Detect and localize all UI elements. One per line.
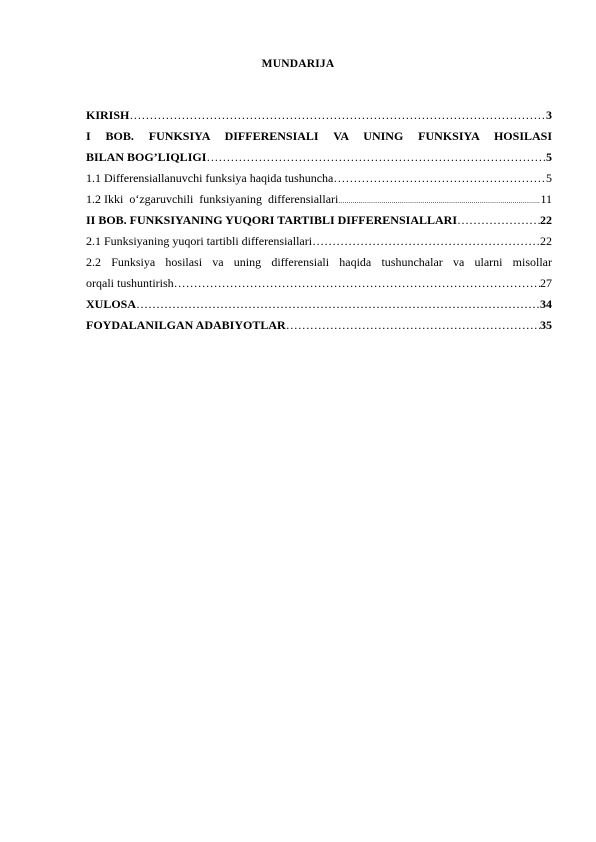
- dot-leader: [312, 231, 540, 252]
- toc-entry-page: 5: [546, 171, 552, 185]
- dot-leader: [286, 315, 540, 336]
- dot-leader: [136, 294, 540, 315]
- dot-leader: [338, 189, 540, 212]
- toc-entry-chapter-2[interactable]: [86, 210, 552, 231]
- toc-entry-section-2-2[interactable]: [86, 252, 552, 294]
- toc-entry-label-line2: BILAN BOG’LIQLIGI: [86, 150, 207, 164]
- toc-entry-section-1-2[interactable]: [86, 189, 552, 210]
- dot-leader: [174, 273, 540, 294]
- table-of-contents: [86, 105, 552, 336]
- toc-entry-page: 5: [546, 150, 552, 164]
- toc-entry-label: XULOSA: [86, 297, 137, 311]
- toc-entry-chapter-1[interactable]: [86, 126, 552, 168]
- toc-entry-page: 34: [540, 297, 552, 311]
- toc-entry-label-line2: orqali tushuntirish: [86, 276, 174, 290]
- toc-entry-page: 35: [540, 318, 552, 332]
- dot-leader: [129, 105, 546, 126]
- toc-entry-label: KIRISH: [86, 108, 130, 122]
- toc-entry-kirish[interactable]: [86, 105, 552, 126]
- dot-leader: [333, 168, 546, 189]
- dot-leader: [457, 210, 540, 231]
- toc-entry-label: FOYDALANILGAN ADABIYOTLAR: [86, 318, 286, 332]
- toc-entry-label-line1: 2.2 Funksiya hosilasi va uning differensiali haqida tushunchalar va ularni misollar: [86, 255, 552, 269]
- toc-entry-label: 1.2 Ikki o‘zgaruvchili funksiyaning differensiallari: [86, 192, 339, 206]
- toc-entry-page: 22: [540, 213, 552, 227]
- page-title: MUNDARIJA: [261, 58, 335, 70]
- toc-entry-xulosa[interactable]: [86, 294, 552, 315]
- toc-entry-page: 11: [540, 192, 552, 206]
- toc-entry-section-1-1[interactable]: [86, 168, 552, 189]
- toc-entry-label: 1.1 Differensiallanuvchi funksiya haqida tushuncha: [86, 171, 334, 185]
- toc-entry-page: 3: [546, 108, 552, 122]
- toc-entry-label: 2.1 Funksiyaning yuqori tartibli differensiallari: [86, 234, 313, 248]
- toc-entry-label: II BOB. FUNKSIYANING YUQORI TARTIBLI DIFFERENSIALLARI: [86, 213, 457, 227]
- toc-entry-label-line1: I BOB. FUNKSIYA DIFFERENSIALI VA UNING FUNKSIYA HOSILASI: [86, 129, 552, 143]
- toc-entry-page: 27: [540, 276, 552, 290]
- toc-entry-references[interactable]: [86, 315, 552, 336]
- toc-entry-page: 22: [540, 234, 552, 248]
- toc-entry-section-2-1[interactable]: [86, 231, 552, 252]
- dot-leader: [206, 147, 546, 168]
